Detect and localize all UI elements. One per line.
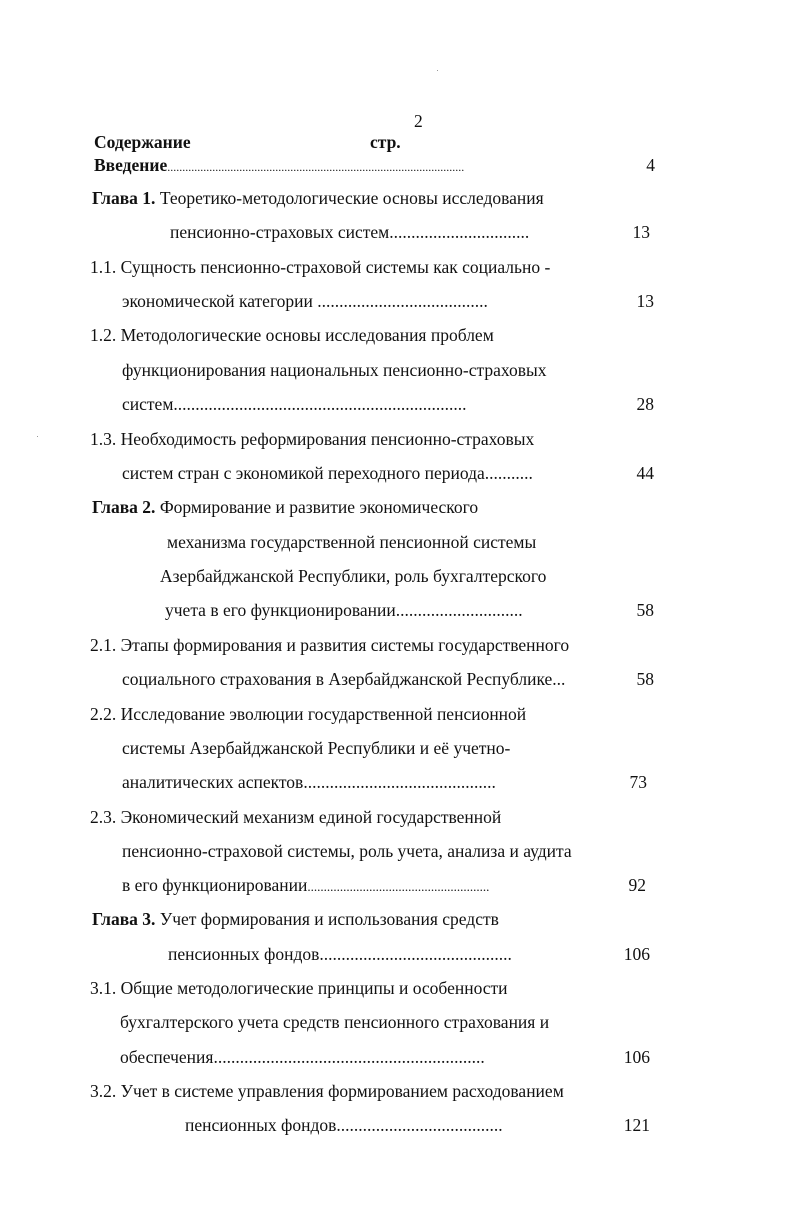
toc-line (170, 221, 529, 243)
toc-page-number: 106 (623, 944, 650, 964)
toc-line-text: аналитических аспектов (122, 772, 304, 792)
toc-page-number: 73 (629, 772, 647, 792)
chapter-title: Теоретико-методологические основы исследования (155, 188, 544, 208)
toc-line-text: в его функционировании (122, 875, 308, 895)
toc-section-2-3[interactable]: 2.3. Экономический механизм единой государственной (90, 807, 502, 827)
toc-line (120, 1046, 485, 1068)
dot-leader: ................................................................... (173, 394, 467, 414)
toc-line (122, 393, 467, 415)
toc-section-2-2[interactable]: 2.2. Исследование эволюции государственной пенсионной (90, 704, 527, 724)
toc-page-number: 106 (623, 1047, 650, 1067)
chapter-label: Глава 1. (92, 188, 156, 208)
toc-line (122, 771, 496, 793)
chapter-title: Формирование и развитие экономического (155, 497, 479, 517)
toc-chapter-2[interactable] (92, 496, 478, 518)
toc-line (122, 290, 488, 312)
page-column-header: стр. (370, 132, 401, 152)
toc-line-text: систем (122, 394, 174, 414)
toc-line: механизма государственной пенсионной системы (167, 532, 537, 552)
toc-section-3-2[interactable]: 3.2. Учет в системе управления формированием расходованием (90, 1081, 564, 1101)
toc-line-text: пенсионно-страховых систем (170, 222, 390, 242)
toc-page-number: 58 (636, 600, 654, 620)
toc-page-number: 28 (636, 394, 654, 414)
toc-section-1-1[interactable]: 1.1. Сущность пенсионно-страховой системы как социально - (90, 257, 551, 277)
dot-leader: ........................................................ (307, 879, 490, 894)
toc-page-number: 58 (636, 669, 654, 689)
dot-leader: ............................................ (319, 944, 512, 964)
dot-leader: ........... (484, 463, 533, 483)
toc-line: бухгалтерского учета средств пенсионного страхования и (120, 1012, 550, 1032)
toc-chapter-3[interactable] (92, 908, 499, 930)
scan-speck (37, 436, 38, 437)
toc-section-1-3[interactable]: 1.3. Необходимость реформирования пенсионно-страховых (90, 429, 535, 449)
toc-page-number: 13 (632, 222, 650, 242)
toc-line-text: учета в его функционировании (165, 600, 396, 620)
toc-section-3-1[interactable]: 3.1. Общие методологические принципы и особенности (90, 978, 508, 998)
toc-line-text: пенсионных фондов (168, 944, 320, 964)
toc-line (165, 599, 523, 621)
toc-line (122, 874, 489, 898)
toc-page-number: 92 (628, 875, 646, 895)
page-number: 2 (414, 111, 423, 131)
dot-leader: ............................................ (303, 772, 496, 792)
dot-leader: .............................................................. (213, 1047, 485, 1067)
toc-section-2-1[interactable]: 2.1. Этапы формирования и развития системы государственного (90, 635, 570, 655)
toc-entry-label: Введение (94, 155, 168, 175)
toc-line: системы Азербайджанской Республики и её учетно- (122, 738, 511, 758)
chapter-title: Учет формирования и использования средств (155, 909, 499, 929)
toc-line: функционирования национальных пенсионно-страховых (122, 360, 547, 380)
toc-page-number: 121 (623, 1115, 650, 1135)
scan-speck (437, 70, 438, 71)
toc-line-text: систем стран с экономикой переходного периода (122, 463, 485, 483)
toc-chapter-1[interactable] (92, 187, 544, 209)
toc-title: Содержание (94, 132, 191, 152)
dot-leader: ....................................... (317, 291, 488, 311)
toc-line (122, 462, 533, 484)
toc-section-1-2[interactable]: 1.2. Методологические основы исследования проблем (90, 325, 494, 345)
dot-leader: ............................. (395, 600, 523, 620)
toc-line: Азербайджанской Республики, роль бухгалтерского (160, 566, 547, 586)
toc-line (168, 943, 512, 965)
toc-line (185, 1114, 503, 1136)
dot-leader: ...................................... (336, 1115, 503, 1135)
toc-line: социального страхования в Азербайджанской Республике... (122, 669, 566, 689)
dot-leader: ................................ (389, 222, 530, 242)
toc-page-number: 4 (646, 155, 655, 175)
toc-line-text: обеспечения (120, 1047, 214, 1067)
toc-page-number: 44 (636, 463, 654, 483)
toc-entry-intro[interactable] (94, 154, 464, 178)
dot-leader: ................................................................................................... (167, 160, 465, 174)
chapter-label: Глава 3. (92, 909, 156, 929)
chapter-label: Глава 2. (92, 497, 156, 517)
toc-line-text: экономической категории (122, 291, 318, 311)
toc-line: пенсионно-страховой системы, роль учета, анализа и аудита (122, 841, 572, 861)
toc-page-number: 13 (636, 291, 654, 311)
toc-line-text: пенсионных фондов (185, 1115, 337, 1135)
